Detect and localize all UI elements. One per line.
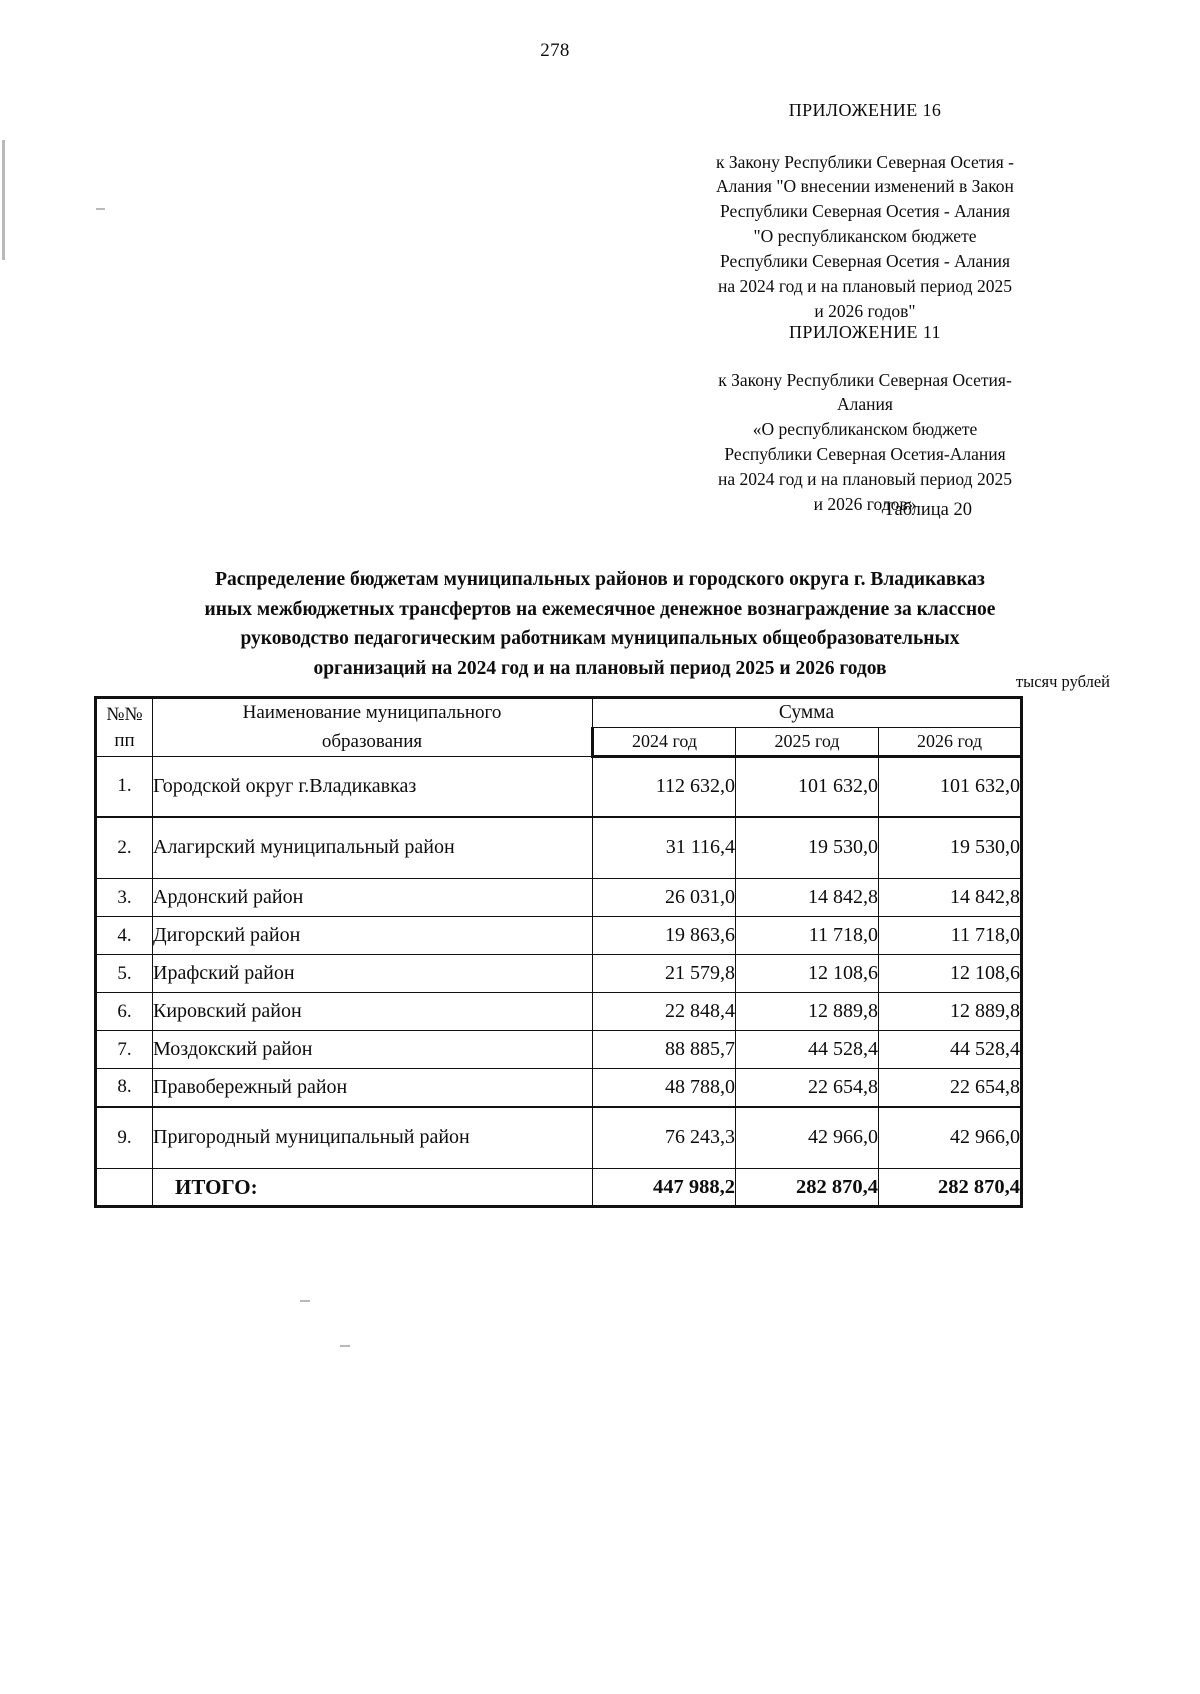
row-number: 7. — [96, 1031, 153, 1069]
row-value-2024: 48 788,0 — [593, 1069, 736, 1107]
row-value-2025: 19 530,0 — [736, 817, 879, 879]
table-label: Таблица 20 — [883, 500, 972, 520]
row-value-2026: 19 530,0 — [879, 817, 1022, 879]
table-row — [96, 917, 1022, 955]
row-value-2024: 76 243,3 — [593, 1107, 736, 1169]
row-value-2024: 22 848,4 — [593, 993, 736, 1031]
row-value-2026: 14 842,8 — [879, 879, 1022, 917]
page-number: 278 — [540, 40, 570, 61]
row-value-2026: 22 654,8 — [879, 1069, 1022, 1107]
appendix-16-block — [700, 98, 1030, 323]
row-name: Ирафский район — [153, 955, 593, 993]
scan-artifact — [340, 1345, 350, 1347]
header-sum-group: Сумма — [593, 698, 1022, 728]
row-value-2024: 21 579,8 — [593, 955, 736, 993]
budget-table — [94, 696, 1023, 1208]
total-value-2024: 447 988,2 — [593, 1169, 736, 1207]
row-value-2026: 11 718,0 — [879, 917, 1022, 955]
appendix-11-line: к Закону Республики Северная Осетия- — [718, 369, 1012, 390]
row-value-2024: 26 031,0 — [593, 879, 736, 917]
table-row — [96, 757, 1022, 817]
page-title-line: иных межбюджетных трансфертов на ежемесячное денежное вознаграждение за классное — [204, 598, 996, 620]
appendix-16-lines — [700, 150, 1030, 324]
appendix-11-block — [700, 320, 1030, 517]
budget-table-wrapper — [94, 696, 1020, 1208]
row-value-2024: 31 116,4 — [593, 817, 736, 879]
table-row — [96, 1107, 1022, 1169]
row-name: Правобережный район — [153, 1069, 593, 1107]
row-number: 2. — [96, 817, 153, 879]
row-name: Ардонский район — [153, 879, 593, 917]
row-number: 9. — [96, 1107, 153, 1169]
row-name: Алагирский муниципальный район — [153, 817, 593, 879]
table-row — [96, 1069, 1022, 1107]
header-year-2025: 2025 год — [736, 728, 879, 757]
total-label: ИТОГО: — [153, 1169, 593, 1207]
row-name: Пригородный муниципальный район — [153, 1107, 593, 1169]
row-value-2025: 12 108,6 — [736, 955, 879, 993]
row-value-2025: 12 889,8 — [736, 993, 879, 1031]
appendix-16-title: ПРИЛОЖЕНИЕ 16 — [788, 100, 942, 120]
table-row — [96, 817, 1022, 879]
appendix-16-line: "О республиканском бюджете — [753, 226, 977, 247]
header-year-2024: 2024 год — [593, 728, 736, 757]
row-value-2026: 12 108,6 — [879, 955, 1022, 993]
row-value-2024: 88 885,7 — [593, 1031, 736, 1069]
scan-artifact — [2, 140, 5, 260]
row-value-2026: 44 528,4 — [879, 1031, 1022, 1069]
table-total-row — [96, 1169, 1022, 1207]
appendix-11-line: «О республиканском бюджете — [752, 419, 978, 440]
row-value-2025: 42 966,0 — [736, 1107, 879, 1169]
row-number: 1. — [96, 757, 153, 817]
total-value-2025: 282 870,4 — [736, 1169, 879, 1207]
header-number-column — [96, 698, 153, 757]
total-number — [96, 1169, 153, 1207]
scan-artifact — [300, 1300, 310, 1302]
appendix-16-line: на 2024 год и на плановый период 2025 — [718, 275, 1012, 296]
header-name-line1: Наименование муниципального — [242, 702, 502, 723]
row-value-2025: 101 632,0 — [736, 757, 879, 817]
table-body — [96, 757, 1022, 1207]
total-value-2026: 282 870,4 — [879, 1169, 1022, 1207]
header-name-line2: образования — [321, 730, 423, 752]
row-name: Кировский район — [153, 993, 593, 1031]
table-header-row-1 — [96, 698, 1022, 728]
appendix-16-line: Республики Северная Осетия - Алания — [720, 250, 1010, 271]
appendix-16-line: к Закону Республики Северная Осетия - — [716, 151, 1014, 172]
row-number: 6. — [96, 993, 153, 1031]
header-name-column — [153, 698, 593, 757]
row-number: 5. — [96, 955, 153, 993]
row-name: Моздокский район — [153, 1031, 593, 1069]
appendix-11-title: ПРИЛОЖЕНИЕ 11 — [789, 322, 941, 342]
page-title-line: организаций на 2024 год и на плановый период 2025 и 2026 годов — [313, 657, 887, 679]
appendix-11-line: Алания — [837, 394, 893, 415]
table-row — [96, 993, 1022, 1031]
header-number-line2: пп — [114, 729, 135, 751]
scan-artifact — [96, 208, 105, 210]
table-head — [96, 698, 1022, 757]
row-value-2025: 44 528,4 — [736, 1031, 879, 1069]
page-title — [120, 565, 1080, 684]
appendix-11-line: и 2026 годов» — [813, 493, 917, 514]
appendix-16-line: и 2026 годов" — [814, 300, 916, 321]
appendix-16-line: Алания "О внесении изменений в Закон — [716, 176, 1014, 197]
row-number: 4. — [96, 917, 153, 955]
appendix-11-lines — [700, 368, 1030, 517]
row-name: Дигорский район — [153, 917, 593, 955]
row-value-2026: 12 889,8 — [879, 993, 1022, 1031]
appendix-11-line: Республики Северная Осетия-Алания — [724, 444, 1006, 465]
appendix-16-line: Республики Северная Осетия - Алания — [720, 201, 1010, 222]
page-title-line: Распределение бюджетам муниципальных районов и городского округа г. Владикавказ — [215, 569, 985, 590]
table-row — [96, 955, 1022, 993]
header-year-2026: 2026 год — [879, 728, 1022, 757]
row-value-2024: 19 863,6 — [593, 917, 736, 955]
row-name: Городской округ г.Владикавказ — [153, 757, 593, 817]
row-value-2026: 101 632,0 — [879, 757, 1022, 817]
header-number-line1: №№ — [106, 703, 143, 725]
units-caption: тысяч рублей — [1015, 672, 1110, 691]
row-value-2025: 11 718,0 — [736, 917, 879, 955]
table-row — [96, 1031, 1022, 1069]
page-title-line: руководство педагогическим работникам муниципальных общеобразовательных — [240, 628, 960, 650]
row-number: 8. — [96, 1069, 153, 1107]
appendix-11-line: на 2024 год и на плановый период 2025 — [718, 468, 1012, 489]
row-value-2025: 22 654,8 — [736, 1069, 879, 1107]
row-value-2024: 112 632,0 — [593, 757, 736, 817]
row-value-2026: 42 966,0 — [879, 1107, 1022, 1169]
table-row — [96, 879, 1022, 917]
row-value-2025: 14 842,8 — [736, 879, 879, 917]
row-number: 3. — [96, 879, 153, 917]
